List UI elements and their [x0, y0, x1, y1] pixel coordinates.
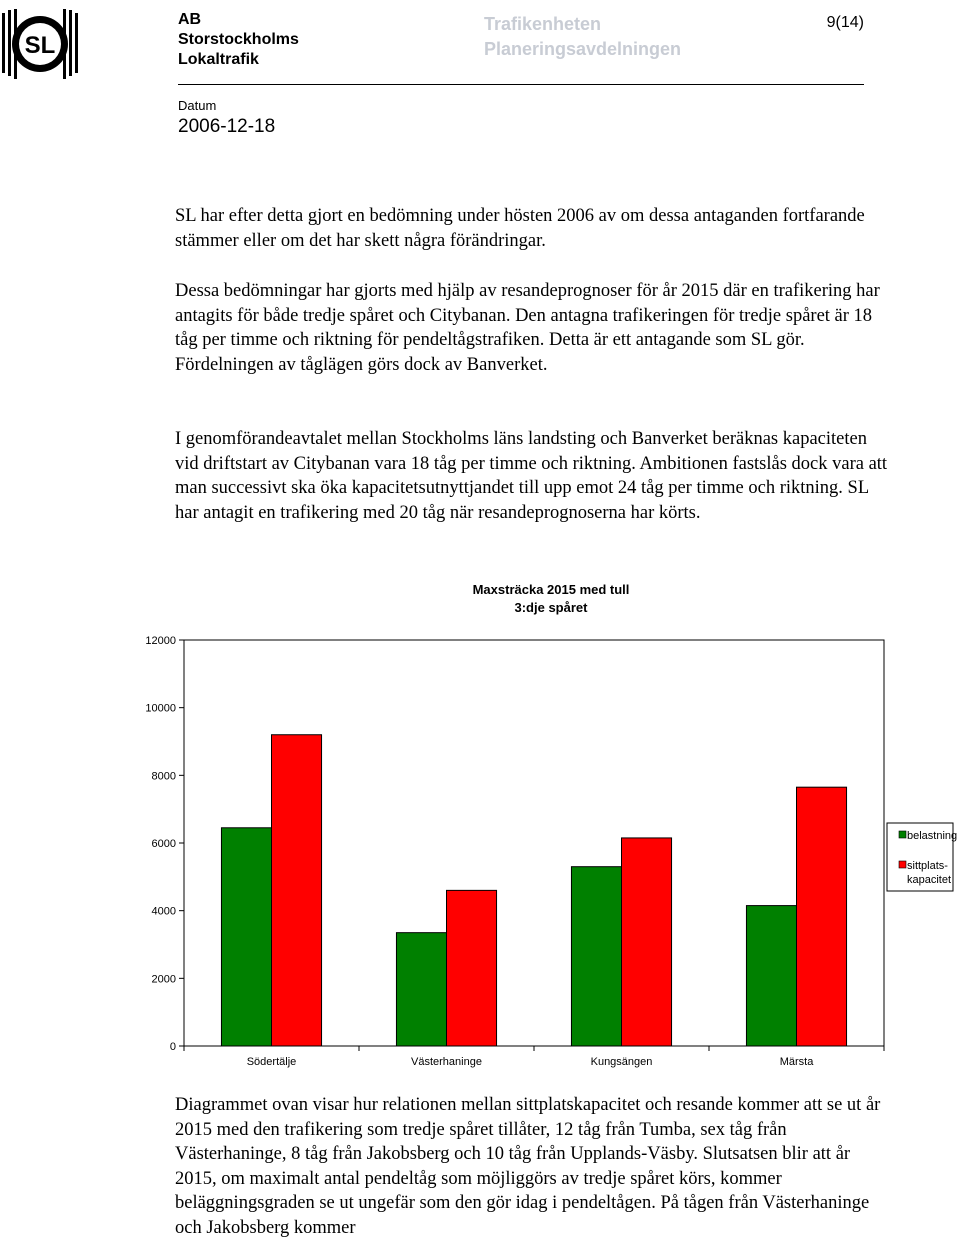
sl-logo-icon — [0, 8, 80, 80]
organization-name — [178, 10, 299, 70]
y-tick-label: 10000 — [145, 702, 176, 715]
legend-label-sittplatskapacitet: sittplats- — [907, 860, 948, 872]
y-tick-label: 8000 — [151, 770, 176, 783]
date-label: Datum — [178, 98, 217, 113]
document-date: 2006-12-18 — [178, 116, 276, 137]
x-tick-label: Kungsängen — [590, 1056, 653, 1068]
y-axis — [145, 635, 184, 1053]
x-tick-label: Södertälje — [246, 1056, 297, 1068]
bar-sittplatskapacitet — [272, 735, 322, 1046]
bar-series-group — [221, 735, 846, 1046]
x-tick-label: Västerhaninge — [411, 1056, 482, 1068]
bar-sittplatskapacitet — [797, 787, 847, 1046]
bar-belastning — [396, 933, 446, 1046]
capacity-bar-chart — [0, 570, 960, 1075]
page-number: 9(14) — [826, 14, 864, 31]
dept-line: Trafikenheten — [484, 14, 602, 34]
legend-swatch-belastning — [899, 831, 906, 838]
logo-text: SL — [24, 32, 56, 59]
body-paragraph: I genomförandeavtalet mellan Stockholms läns landsting och Banverket beräknas kapaciteten vid driftstart av Citybanan vara 18 tåg per timme och riktning. Ambitionen fastslås dock vara att man successivt ska öka kapacitetsutnyttjandet till upp emot 24 tåg per timme och riktning. SL har antagit en trafikering med 20 tåg när resandeprognoserna har körts. — [175, 429, 888, 523]
org-line: Lokaltrafik — [178, 51, 259, 68]
body-paragraph: Diagrammet ovan visar hur relationen mellan sittplatskapacitet och resande kommer att se ut år 2015 med den trafikering som tredje spåret tillåter, 12 tåg från Tumba, sex tåg från Västerhaninge, 8 tåg från Jakobsberg och 10 tåg från Upplands-Väsby. Slutsatsen blir att år 2015, om maximalt antal pendeltåg som möjliggörs av tredje spåret körs, kommer beläggningsgraden se ut ungefär som den gör idag i pendeltågen. På tågen från Västerhaninge och Jakobsberg kommer — [175, 1095, 881, 1238]
y-tick-label: 12000 — [145, 635, 176, 647]
legend — [887, 823, 957, 891]
body-paragraph: SL har efter detta gjort en bedömning under hösten 2006 av om dessa antaganden fortfarande stämmer eller om det har skett några förändringar. — [175, 206, 865, 251]
bar-belastning — [221, 828, 271, 1046]
y-tick-label: 6000 — [151, 838, 176, 850]
x-tick-label: Märsta — [779, 1056, 814, 1068]
legend-label-belastning: belastning — [907, 830, 958, 842]
x-axis — [184, 1046, 884, 1068]
chart-title-line: Maxsträcka 2015 med tull — [472, 582, 630, 597]
header-divider — [178, 84, 864, 85]
bar-sittplatskapacitet — [447, 890, 497, 1046]
org-line: Storstockholms — [178, 31, 299, 48]
org-line: AB — [178, 11, 202, 28]
chart-title-line: 3:dje spåret — [514, 600, 588, 615]
dept-line: Planeringsavdelningen — [484, 39, 682, 59]
body-paragraph: Dessa bedömningar har gjorts med hjälp av resandeprognoser för år 2015 där en trafikering har antagits för både tredje spåret och Citybanan. Den antagna trafikeringen för tredje spåret är 18 tåg per timme och riktning för pendeltågstrafiken. Detta är ett antagande som SL gör. Fördelningen av tåglägen görs dock av Banverket. — [175, 281, 880, 375]
legend-label-sittplatskapacitet: kapacitet — [907, 874, 952, 886]
y-tick-label: 4000 — [151, 905, 176, 918]
bar-sittplatskapacitet — [622, 838, 672, 1046]
bar-belastning — [746, 906, 796, 1046]
bar-belastning — [571, 867, 621, 1046]
y-tick-label: 0 — [169, 1041, 176, 1053]
y-tick-label: 2000 — [151, 973, 176, 986]
legend-swatch-sittplatskapacitet — [899, 861, 906, 868]
department-name — [484, 12, 681, 62]
